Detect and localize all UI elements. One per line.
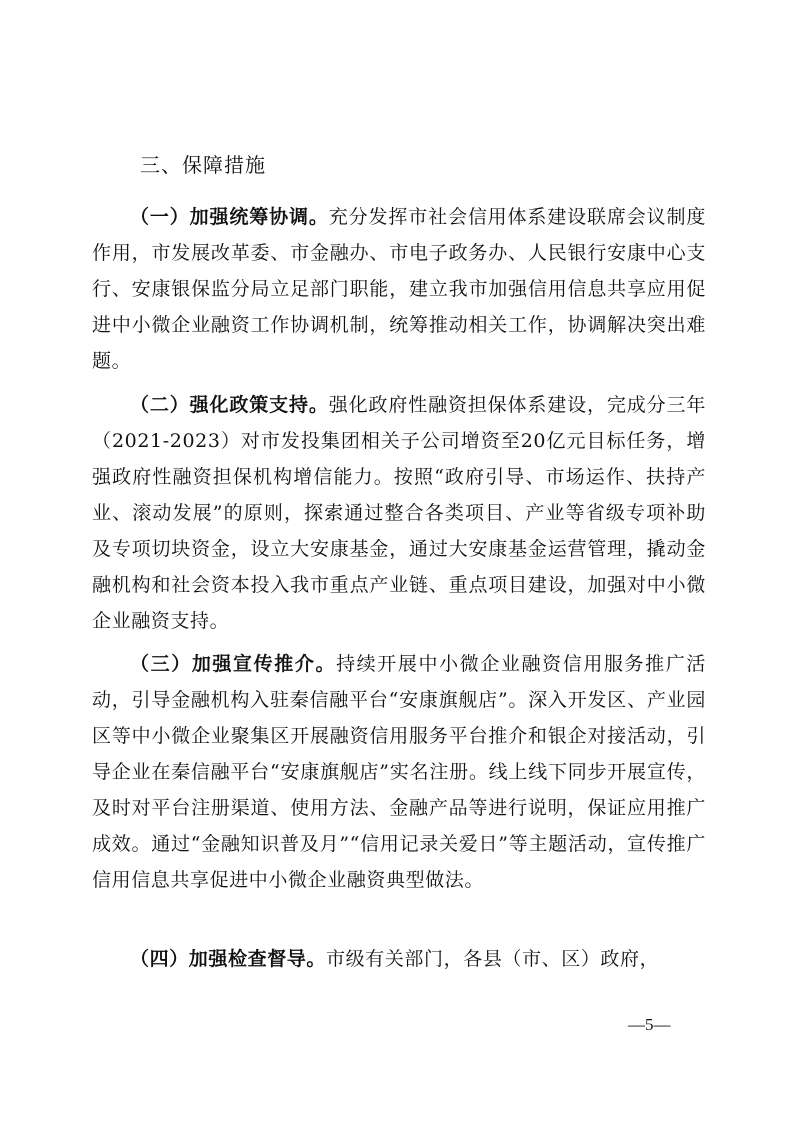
paragraph-promotion xyxy=(92,646,706,898)
section-heading: 三、保障措施 xyxy=(140,153,266,177)
paragraph-title: （一）加强统筹协调。 xyxy=(130,206,329,228)
paragraph-body: 充分发挥市社会信用体系建设联席会议制度作用，市发展改革委、市金融办、市电子政务办、人民银行安康中心支行、安康银保监分局立足部门职能，建立我市加强信用信息共享应用促进中小微企业融资工作协调机制，统筹推动相关工作，协调解决突出难题。 xyxy=(92,206,706,372)
paragraph-supervision xyxy=(92,941,706,977)
paragraph-policy-support xyxy=(92,387,706,639)
paragraph-title: （二）强化政策支持。 xyxy=(130,394,329,416)
paragraph-body: 持续开展中小微企业融资信用服务推广活动，引导金融机构入驻秦信融平台“安康旗舰店”。深入开发区、产业园区等中小微企业聚集区开展融资信用服务平台推介和银企对接活动，引导企业在秦信融平台“安康旗舰店”实名注册。线上线下同步开展宣传，及时对平台注册渠道、使用方法、金融产品等进行说明，保证应用推广成效。通过“金融知识普及月”“信用记录关爱日”等主题活动，宣传推广信用信息共享促进中小微企业融资典型做法。 xyxy=(92,653,706,891)
page-number: —5— xyxy=(628,1015,671,1034)
paragraph-title: （三）加强宣传推介。 xyxy=(130,653,337,675)
paragraph-coordination xyxy=(92,199,706,379)
paragraph-title: （四）加强检查督导。 xyxy=(130,948,327,970)
paragraph-body: 市级有关部门，各县（市、区）政府， xyxy=(326,948,660,970)
paragraph-body: 强化政府性融资担保体系建设，完成分三年（2021-2023）对市发投集团相关子公司增资至20亿元目标任务，增强政府性融资担保机构增信能力。按照“政府引导、市场运作、扶持产业、滚动发展”的原则，探索通过整合各类项目、产业等省级专项补助及专项切块资金，设立大安康基金，通过大安康基金运营管理，撬动金融机构和社会资本投入我市重点产业链、重点项目建设，加强对中小微企业融资支持。 xyxy=(92,394,706,632)
